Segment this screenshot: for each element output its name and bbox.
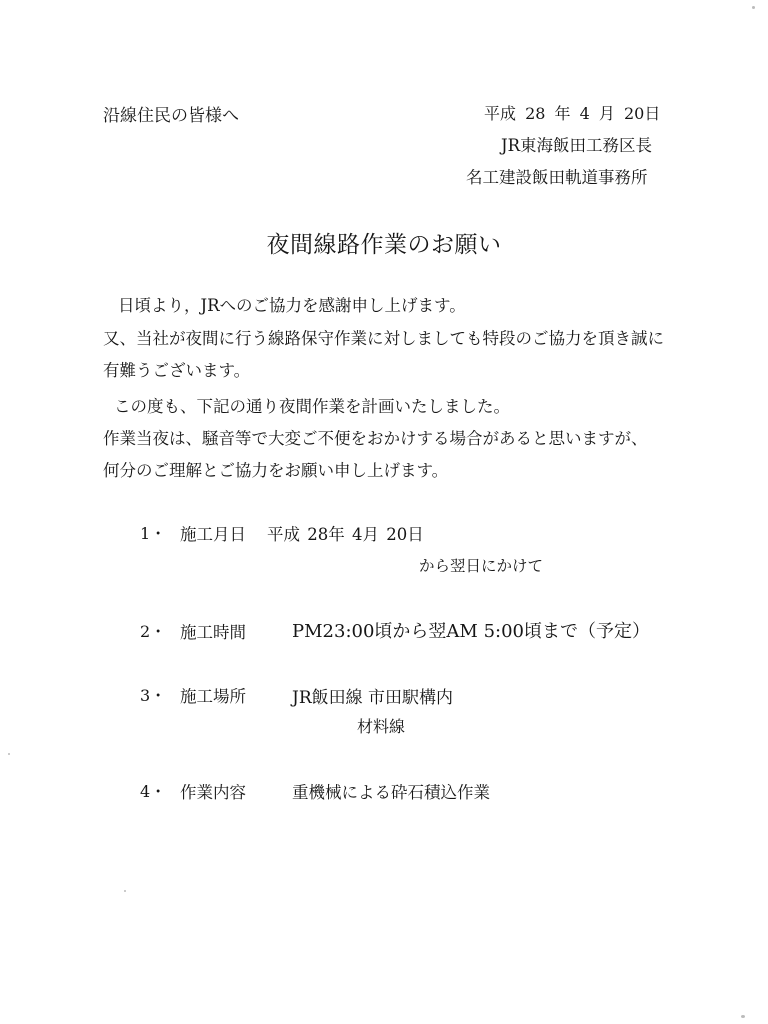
item-number: 1・ <box>140 524 167 543</box>
item-value: 平成 28年 4月 20日 <box>267 525 424 544</box>
document-title: 夜間線路作業のお願い <box>266 232 502 258</box>
sender-line-2: 名工建設飯田軌道事務所 <box>466 168 648 187</box>
scan-speck <box>124 890 126 892</box>
item-value: JR飯田線 市田駅構内 <box>292 688 454 708</box>
item-sub-value: から翌日にかけて <box>419 557 544 575</box>
item-number: 4・ <box>140 782 167 801</box>
body-line: 作業当夜は、騒音等で大変ご不便をおかけする場合があると思いますが、 <box>103 429 648 448</box>
item-number: 2・ <box>140 622 167 641</box>
item-label: 施工月日 <box>180 525 246 544</box>
sender-line-1: JR東海飯田工務区長 <box>501 136 653 155</box>
item-value: 重機械による砕石積込作業 <box>292 783 490 802</box>
body-line: 又、当社が夜間に行う線路保守作業に対しましても特段のご協力を頂き誠に <box>103 329 664 348</box>
item-label: 作業内容 <box>180 783 246 802</box>
scan-speck <box>8 753 10 755</box>
item-label: 施工場所 <box>180 687 246 706</box>
scan-speck <box>741 1015 745 1018</box>
item-value: PM23:00頃から翌AM 5:00頃まで（予定） <box>292 621 650 642</box>
scan-speck <box>752 6 755 9</box>
body-line: この度も、下記の通り夜間作業を計画いたしました。 <box>114 397 510 416</box>
body-line: 何分のご理解とご協力をお願い申し上げます。 <box>103 461 449 480</box>
body-line: 日頃より，JRへのご協力を感謝申し上げます。 <box>118 296 466 315</box>
document-date: 平成 28 年 4 月 20日 <box>484 104 661 123</box>
item-sub-value: 材料線 <box>357 717 406 736</box>
body-line: 有難うございます。 <box>103 361 251 380</box>
addressee: 沿線住民の皆様へ <box>103 106 239 126</box>
item-label: 施工時間 <box>180 623 246 642</box>
item-number: 3・ <box>140 686 167 705</box>
